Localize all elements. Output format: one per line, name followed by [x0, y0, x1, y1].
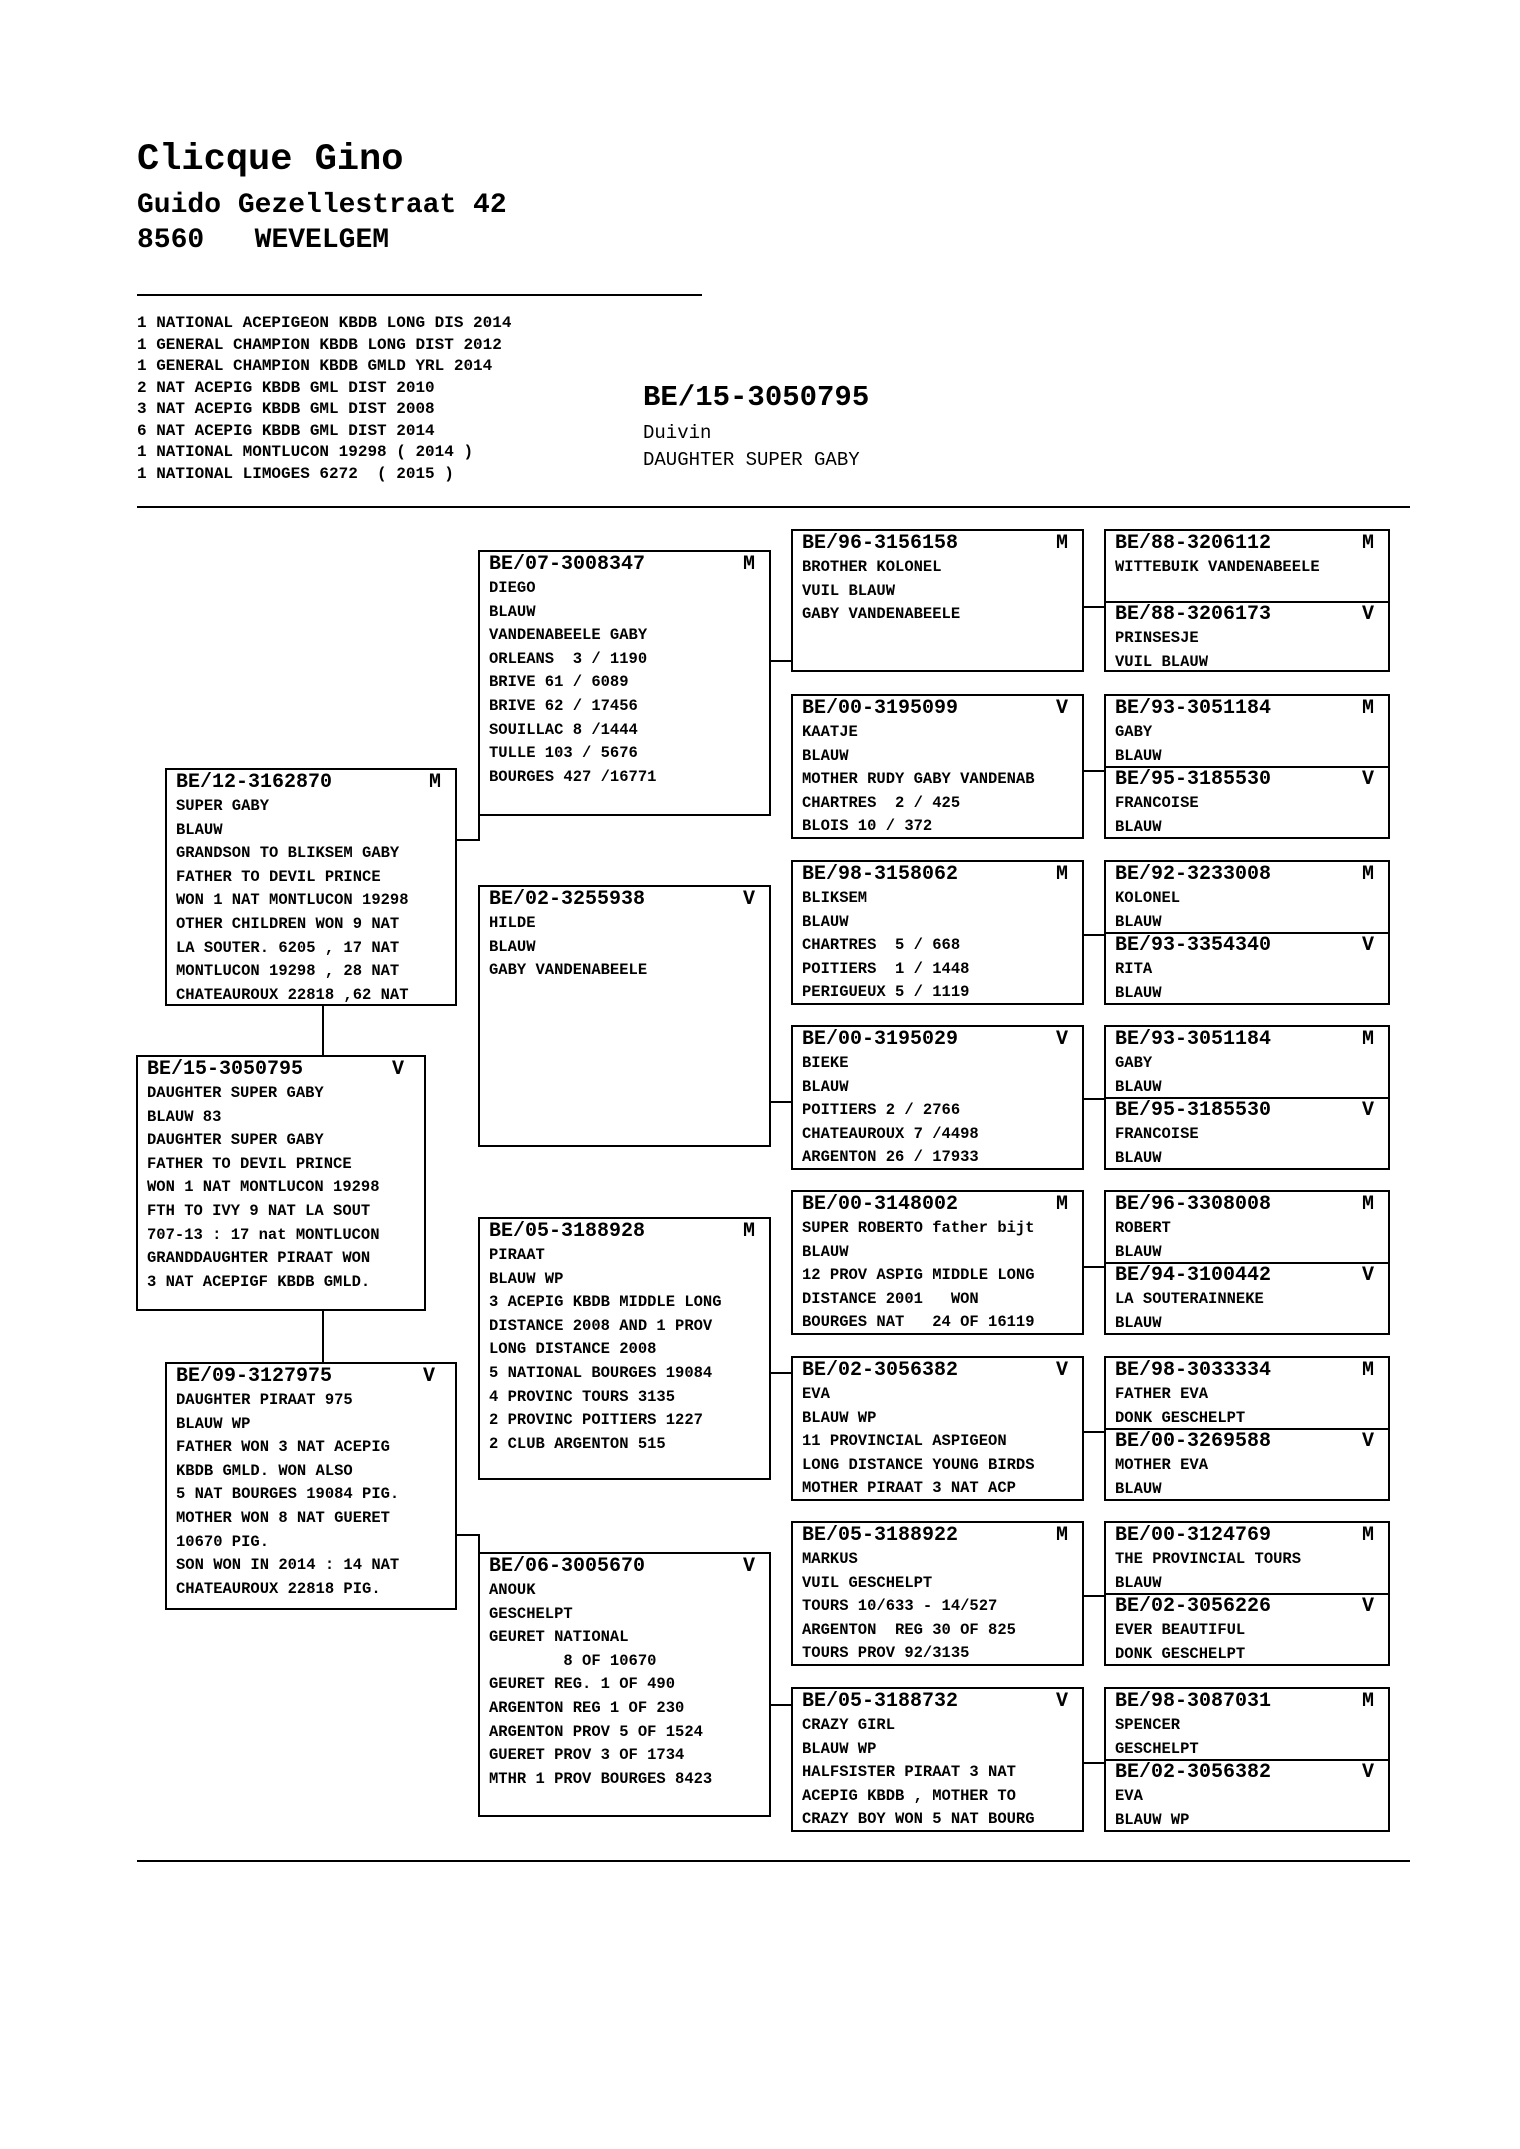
ring-number: BE/98-3033334 [1115, 1359, 1272, 1382]
info-line: BLAUW [1115, 1242, 1162, 1261]
info-line: GABY VANDENABEELE [802, 605, 961, 624]
info-line: BLAUW [176, 820, 223, 839]
achievement: 6 NAT ACEPIG KBDB GML DIST 2014 [137, 421, 435, 440]
pedigree-pair-gen4 [1104, 1190, 1390, 1335]
info-line: DONK GESCHELPT [1115, 1644, 1246, 1663]
info-line: DONK GESCHELPT [1115, 1408, 1246, 1427]
info-line: RITA [1115, 960, 1153, 978]
info-line: PERIGUEUX 5 / 1119 [802, 983, 970, 1002]
ring-number: BE/02-3056382 [1115, 1761, 1272, 1784]
pedigree-box-gen3 [791, 860, 1084, 1005]
sex-marker: M [1055, 863, 1068, 886]
info-line: BLAUW WP [802, 1408, 877, 1427]
owner-postcode: 8560 [137, 225, 205, 256]
info-line: FATHER WON 3 NAT ACEPIG [176, 1438, 390, 1457]
pedigree-pair-gen4 [1104, 860, 1390, 1005]
info-line: WON 1 NAT MONTLUCON 19298 [176, 891, 409, 910]
info-line: BLAUW 83 [147, 1107, 222, 1126]
sex-marker: V [742, 1555, 755, 1578]
sex-marker: V [1361, 1595, 1374, 1618]
info-line: FTH TO IVY 9 NAT LA SOUT [147, 1201, 371, 1220]
info-line: FATHER EVA [1115, 1385, 1209, 1403]
info-line: BLAUW WP [176, 1414, 251, 1433]
sex-marker: V [1361, 768, 1374, 791]
info-line: EVER BEAUTIFUL [1115, 1621, 1246, 1639]
sex-marker: M [1361, 1193, 1374, 1216]
info-line: MOTHER EVA [1115, 1456, 1209, 1474]
ring-number: BE/98-3158062 [802, 863, 959, 886]
info-line: 4 PROVINC TOURS 3135 [489, 1387, 676, 1406]
ring-number: BE/98-3087031 [1115, 1690, 1272, 1713]
subject-sex: Duivin [643, 422, 712, 444]
info-line: BLIKSEM [802, 889, 868, 907]
achievement: 1 GENERAL CHAMPION KBDB GMLD YRL 2014 [137, 357, 493, 375]
info-line: GABY VANDENABEELE [489, 961, 648, 980]
info-line: THE PROVINCIAL TOURS [1115, 1550, 1302, 1568]
ring-number: BE/93-3051184 [1115, 1028, 1272, 1051]
ring-number: BE/00-3269588 [1115, 1430, 1272, 1453]
sex-marker: V [742, 888, 755, 911]
info-line: BLAUW [1115, 746, 1162, 765]
info-line: DAUGHTER SUPER GABY [147, 1084, 324, 1102]
ring-number: BE/02-3056226 [1115, 1595, 1272, 1618]
sex-marker: V [1055, 1690, 1068, 1713]
info-line: BOURGES 427 /16771 [489, 767, 657, 786]
sex-marker: M [1055, 1524, 1068, 1547]
pedigree-box-grandsire-maternal [478, 1217, 771, 1480]
info-line: CHATEAUROUX 7 /4498 [802, 1124, 979, 1143]
info-line: BLAUW [489, 602, 536, 621]
sex-marker: M [1361, 1524, 1374, 1547]
achievement: 2 NAT ACEPIG KBDB GML DIST 2010 [137, 378, 435, 397]
info-line: ACEPIG KBDB , MOTHER TO [802, 1786, 1016, 1805]
info-line: FATHER TO DEVIL PRINCE [147, 1154, 352, 1173]
info-line: BIEKE [802, 1054, 849, 1072]
info-line: 5 NATIONAL BOURGES 19084 [489, 1363, 713, 1382]
info-line: KBDB GMLD. WON ALSO [176, 1461, 353, 1480]
info-line: EVA [1115, 1787, 1143, 1805]
info-line: EVA [802, 1385, 830, 1403]
info-line: MOTHER WON 8 NAT GUERET [176, 1508, 390, 1527]
info-line: DISTANCE 2001 WON [802, 1289, 979, 1308]
ring-number: BE/92-3233008 [1115, 863, 1272, 886]
ring-number: BE/93-3051184 [1115, 697, 1272, 720]
sex-marker: M [1361, 1028, 1374, 1051]
info-line: SUPER GABY [176, 797, 270, 815]
info-line: BRIVE 61 / 6089 [489, 673, 629, 692]
info-line: BLAUW [489, 937, 536, 956]
achievement: 1 GENERAL CHAMPION KBDB LONG DIST 2012 [137, 335, 502, 354]
subject-name: DAUGHTER SUPER GABY [643, 448, 860, 471]
info-line: BLAUW [1115, 912, 1162, 931]
pedigree-box-gen3 [791, 1687, 1084, 1832]
pedigree-box-gen3 [791, 529, 1084, 672]
info-line: DISTANCE 2008 AND 1 PROV [489, 1316, 713, 1335]
info-line: POITIERS 2 / 2766 [802, 1101, 961, 1120]
info-line: SPENCER [1115, 1716, 1181, 1734]
pedigree-box-gen3 [791, 1190, 1084, 1335]
info-line: GABY [1115, 1054, 1153, 1072]
info-line: TOURS PROV 92/3135 [802, 1644, 970, 1663]
ring-number: BE/06-3005670 [489, 1555, 646, 1578]
info-line: PRINSESJE [1115, 629, 1199, 647]
sex-marker: M [742, 1220, 755, 1243]
info-line: KAATJE [802, 723, 858, 741]
info-line: VUIL BLAUW [1115, 652, 1209, 671]
info-line: BLOIS 10 / 372 [802, 817, 933, 836]
info-line: VANDENABEELE GABY [489, 626, 648, 645]
sex-marker: V [1361, 1430, 1374, 1453]
info-line: 12 PROV ASPIG MIDDLE LONG [802, 1266, 1035, 1285]
sex-marker: M [1055, 532, 1068, 555]
sex-marker: V [1361, 1099, 1374, 1122]
info-line: GRANDDAUGHTER PIRAAT WON [147, 1249, 371, 1268]
info-line: ROBERT [1115, 1219, 1171, 1237]
ring-number: BE/02-3255938 [489, 888, 646, 911]
info-line: BLAUW [1115, 1479, 1162, 1498]
info-line: MARKUS [802, 1550, 858, 1568]
sex-marker: M [1361, 1359, 1374, 1382]
ring-number: BE/95-3185530 [1115, 768, 1272, 791]
info-line: DAUGHTER SUPER GABY [147, 1131, 324, 1150]
info-line: TULLE 103 / 5676 [489, 744, 638, 763]
ring-number: BE/05-3188928 [489, 1220, 646, 1243]
pedigree-box-granddam-maternal [478, 1552, 771, 1817]
info-line: 3 NAT ACEPIGF KBDB GMLD. [147, 1272, 371, 1291]
info-line: GESCHELPT [1115, 1739, 1199, 1758]
info-line: PIRAAT [489, 1246, 545, 1264]
pedigree-box-gen3 [791, 694, 1084, 839]
info-line: BLAUW WP [1115, 1810, 1190, 1829]
ring-number: BE/00-3195029 [802, 1028, 959, 1051]
info-line: BLAUW [1115, 1313, 1162, 1332]
info-line: OTHER CHILDREN WON 9 NAT [176, 914, 400, 933]
info-line: SOUILLAC 8 /1444 [489, 720, 638, 739]
sex-marker: M [1361, 1690, 1374, 1713]
ring-number: BE/15-3050795 [147, 1058, 304, 1081]
info-line: ARGENTON REG 30 OF 825 [802, 1620, 1016, 1639]
info-line: BOURGES NAT 24 OF 16119 [802, 1313, 1035, 1332]
ring-number: BE/88-3206173 [1115, 603, 1272, 626]
info-line: 707-13 : 17 nat MONTLUCON [147, 1225, 380, 1244]
info-line: GUERET PROV 3 OF 1734 [489, 1746, 685, 1765]
sex-marker: M [1361, 697, 1374, 720]
ring-number: BE/00-3124769 [1115, 1524, 1272, 1547]
info-line: ARGENTON PROV 5 OF 1524 [489, 1722, 703, 1741]
owner-street: Guido Gezellestraat 42 [137, 190, 507, 221]
info-line: DIEGO [489, 579, 536, 597]
info-line: FRANCOISE [1115, 1125, 1199, 1143]
ring-number: BE/95-3185530 [1115, 1099, 1272, 1122]
pedigree-box-granddam-paternal [478, 885, 771, 1147]
info-line: LA SOUTER. 6205 , 17 NAT [176, 938, 400, 957]
ring-number: BE/05-3188732 [802, 1690, 959, 1713]
info-line: WON 1 NAT MONTLUCON 19298 [147, 1178, 380, 1197]
info-line: BLAUW [802, 1077, 849, 1096]
info-line: 11 PROVINCIAL ASPIGEON [802, 1432, 1007, 1451]
achievement: 3 NAT ACEPIG KBDB GML DIST 2008 [137, 400, 435, 418]
info-line: BLAUW [1115, 983, 1162, 1002]
ring-number: BE/09-3127975 [176, 1365, 333, 1388]
info-line: VUIL GESCHELPT [802, 1573, 933, 1592]
info-line: ANOUK [489, 1581, 536, 1599]
subject-ring: BE/15-3050795 [643, 381, 870, 414]
sex-marker: V [1361, 1761, 1374, 1784]
info-line: 2 PROVINC POITIERS 1227 [489, 1411, 703, 1430]
info-line: 3 ACEPIG KBDB MIDDLE LONG [489, 1293, 722, 1312]
info-line: GRANDSON TO BLIKSEM GABY [176, 844, 400, 863]
info-line: BLAUW [1115, 1148, 1162, 1167]
ring-number: BE/93-3354340 [1115, 934, 1272, 957]
pedigree-box-dam [165, 1362, 457, 1610]
pedigree-pair-gen4 [1104, 694, 1390, 839]
sex-marker: V [1361, 1264, 1374, 1287]
info-line: ORLEANS 3 / 1190 [489, 649, 648, 668]
sex-marker: V [422, 1365, 435, 1388]
sex-marker: M [742, 553, 755, 576]
info-line: ARGENTON REG 1 OF 230 [489, 1698, 685, 1717]
achievement: 1 NATIONAL LIMOGES 6272 ( 2015 ) [137, 464, 454, 483]
info-line: DAUGHTER PIRAAT 975 [176, 1391, 353, 1409]
ring-number: BE/12-3162870 [176, 771, 333, 794]
info-line: BRIVE 62 / 17456 [489, 696, 638, 715]
achievement: 1 NATIONAL ACEPIGEON KBDB LONG DIS 2014 [137, 314, 512, 332]
sex-marker: V [1055, 1028, 1068, 1051]
info-line: SUPER ROBERTO father bijt [802, 1219, 1035, 1237]
info-line: CHATEAUROUX 22818 PIG. [176, 1579, 381, 1598]
bottom-rule [137, 1860, 1410, 1862]
owner-city: WEVELGEM [254, 225, 390, 256]
pedigree-pair-gen4 [1104, 1356, 1390, 1501]
info-line: MOTHER RUDY GABY VANDENAB [802, 770, 1035, 789]
info-line: CHARTRES 2 / 425 [802, 793, 961, 812]
info-line: HALFSISTER PIRAAT 3 NAT [802, 1763, 1016, 1782]
pedigree-box-gen3 [791, 1356, 1084, 1501]
pedigree-pair-gen4 [1104, 1025, 1390, 1170]
info-line: FRANCOISE [1115, 794, 1199, 812]
info-line: MONTLUCON 19298 , 28 NAT [176, 962, 400, 981]
pedigree-pair-gen4 [1104, 1687, 1390, 1832]
sex-marker: V [1055, 697, 1068, 720]
ring-number: BE/96-3156158 [802, 532, 959, 555]
info-line: LONG DISTANCE 2008 [489, 1340, 657, 1359]
pedigree-box-gen3 [791, 1025, 1084, 1170]
sex-marker: V [1055, 1359, 1068, 1382]
ring-number: BE/00-3148002 [802, 1193, 959, 1216]
ring-number: BE/00-3195099 [802, 697, 959, 720]
ring-number: BE/02-3056382 [802, 1359, 959, 1382]
info-line: CRAZY BOY WON 5 NAT BOURG [802, 1810, 1035, 1829]
pedigree-pair-gen4 [1104, 1521, 1390, 1666]
info-line: WITTEBUIK VANDENABEELE [1115, 558, 1320, 576]
info-line: LA SOUTERAINNEKE [1115, 1290, 1264, 1308]
info-line: GABY [1115, 723, 1153, 741]
info-line: CHATEAUROUX 22818 ,62 NAT [176, 985, 409, 1004]
pedigree-box-grandsire-paternal [478, 550, 771, 816]
sex-marker: V [1361, 934, 1374, 957]
info-line: GEURET NATIONAL [489, 1628, 629, 1647]
info-line: MOTHER PIRAAT 3 NAT ACP [802, 1479, 1016, 1498]
info-line: BLAUW [1115, 1077, 1162, 1096]
ring-number: BE/94-3100442 [1115, 1264, 1272, 1287]
info-line: BLAUW [802, 912, 849, 931]
pedigree-box-subject [136, 1055, 426, 1311]
sex-marker: M [1361, 532, 1374, 555]
info-line: HILDE [489, 914, 536, 932]
info-line: BLAUW [1115, 817, 1162, 836]
info-line: 10670 PIG. [176, 1532, 270, 1551]
sex-marker: V [391, 1058, 404, 1081]
pedigree-pair-gen4 [1104, 529, 1390, 672]
sex-marker: M [428, 771, 441, 794]
info-line: FATHER TO DEVIL PRINCE [176, 867, 381, 886]
info-line: GEURET REG. 1 OF 490 [489, 1675, 676, 1694]
info-line: BLAUW WP [802, 1739, 877, 1758]
info-line: KOLONEL [1115, 889, 1181, 907]
achievement: 1 NATIONAL MONTLUCON 19298 ( 2014 ) [137, 443, 474, 461]
info-line: MTHR 1 PROV BOURGES 8423 [489, 1769, 713, 1788]
info-line: GESCHELPT [489, 1604, 573, 1623]
ring-number: BE/07-3008347 [489, 553, 646, 576]
info-line: SON WON IN 2014 : 14 NAT [176, 1556, 400, 1575]
info-line: 2 CLUB ARGENTON 515 [489, 1434, 666, 1453]
ring-number: BE/88-3206112 [1115, 532, 1272, 555]
info-line: LONG DISTANCE YOUNG BIRDS [802, 1455, 1035, 1474]
info-line: BROTHER KOLONEL [802, 558, 942, 576]
pedigree-box-gen3 [791, 1521, 1084, 1666]
info-line: BLAUW [802, 1242, 849, 1261]
ring-number: BE/05-3188922 [802, 1524, 959, 1547]
info-line: CRAZY GIRL [802, 1716, 896, 1734]
info-line: 5 NAT BOURGES 19084 PIG. [176, 1485, 400, 1504]
info-line: VUIL BLAUW [802, 581, 896, 600]
owner-name: Clicque Gino [137, 139, 404, 181]
info-line: BLAUW [802, 746, 849, 765]
sex-marker: M [1361, 863, 1374, 886]
sex-marker: V [1361, 603, 1374, 626]
info-line: ARGENTON 26 / 17933 [802, 1148, 979, 1167]
sex-marker: M [1055, 1193, 1068, 1216]
info-line: BLAUW WP [489, 1269, 564, 1288]
ring-number: BE/96-3308008 [1115, 1193, 1272, 1216]
info-line: TOURS 10/633 - 14/527 [802, 1597, 998, 1616]
info-line: 8 OF 10670 [489, 1651, 657, 1670]
info-line: POITIERS 1 / 1448 [802, 959, 970, 978]
info-line: BLAUW [1115, 1573, 1162, 1592]
info-line: CHARTRES 5 / 668 [802, 936, 961, 955]
pedigree-box-sire [165, 768, 457, 1006]
